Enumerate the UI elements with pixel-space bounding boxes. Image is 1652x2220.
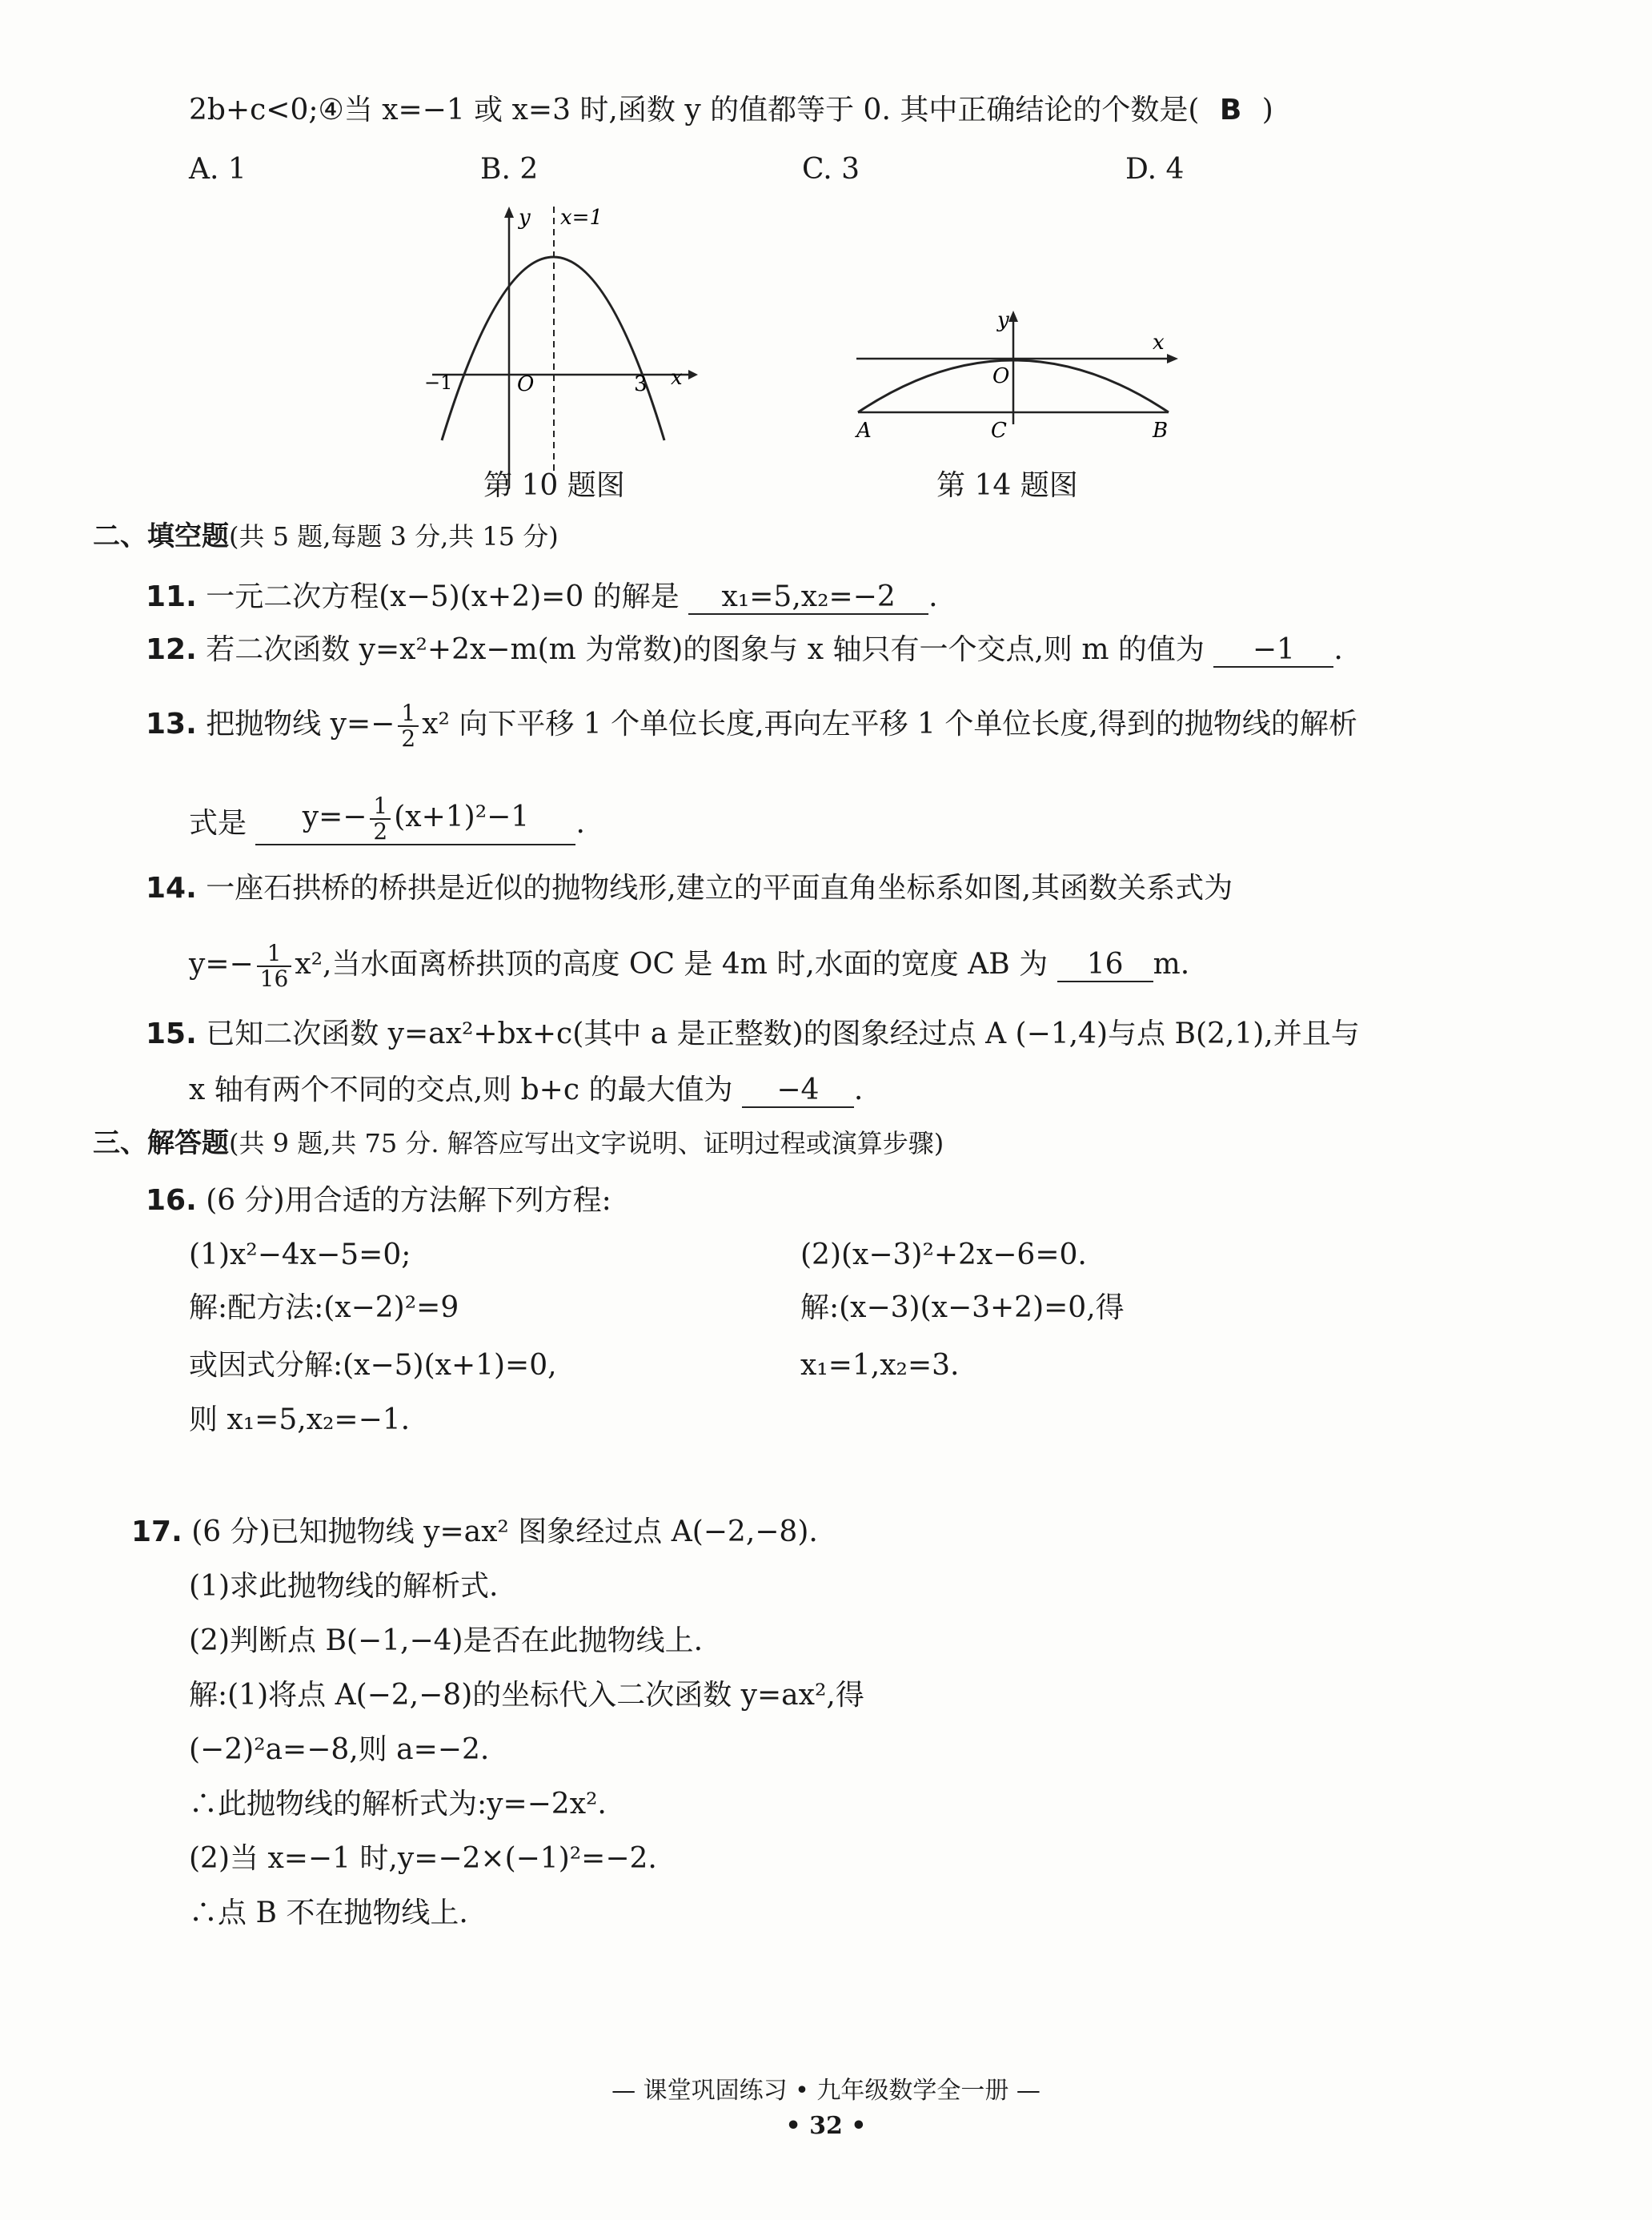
- q17-line: [131, 1515, 818, 1550]
- q16-number: 16.: [146, 1184, 197, 1217]
- q14-answer: 16: [1057, 949, 1153, 982]
- q17-sol-line1: 解:(1)将点 A(−2,−8)的坐标代入二次函数 y=ax²,得: [189, 1679, 864, 1712]
- q11-end: .: [928, 580, 938, 613]
- q13-post: x² 向下平移 1 个单位长度,再向左平移 1 个单位长度,得到的抛物线的解析: [422, 708, 1357, 741]
- q10-option-d: D. 4: [1125, 153, 1185, 186]
- fig14-y-arrow: [1008, 311, 1018, 322]
- q17-sol-line2: (−2)²a=−8,则 a=−2.: [189, 1733, 490, 1766]
- q16-sol2-line2: x₁=1,x₂=3.: [800, 1349, 960, 1382]
- q16-part2: (2)(x−3)²+2x−6=0.: [800, 1238, 1087, 1271]
- q11-answer: x₁=5,x₂=−2: [688, 581, 928, 615]
- q17-text: (6 分)已知抛物线 y=ax² 图象经过点 A(−2,−8).: [191, 1515, 818, 1548]
- q13-line2-text: 式是: [189, 807, 247, 840]
- q17-part1: (1)求此抛物线的解析式.: [189, 1570, 499, 1603]
- section-3-heading: [93, 1126, 944, 1161]
- q10-close: ): [1261, 94, 1273, 126]
- q14-unit: m.: [1153, 948, 1190, 981]
- q16-sol1-line2: 或因式分解:(x−5)(x+1)=0,: [189, 1349, 557, 1382]
- footer-title: — 课堂巩固练习 • 九年级数学全一册 —: [611, 2077, 1041, 2105]
- figure-10: [416, 200, 704, 488]
- q13-frac-den: 2: [401, 725, 416, 752]
- q11-line: [146, 580, 938, 615]
- fig10-y-label: y: [519, 206, 531, 230]
- fig10-x-label: x: [671, 366, 683, 390]
- q13-ans-fraction: [370, 794, 391, 844]
- q13-ans-frac-den: 2: [373, 818, 388, 845]
- section-3-note: (共 9 题,共 75 分. 解答应写出文字说明、证明过程或演算步骤): [229, 1128, 944, 1158]
- fig10-y-arrow: [504, 207, 514, 218]
- q12-number: 12.: [146, 633, 197, 666]
- q14-fraction: [257, 941, 292, 991]
- q13-ans-frac-num: 1: [370, 794, 391, 820]
- fig14-x-label: x: [1153, 331, 1165, 355]
- q17-sol-line3: ∴此抛物线的解析式为:y=−2x².: [189, 1788, 607, 1821]
- fig14-caption: 第 14 题图: [936, 469, 1078, 502]
- q12-end: .: [1333, 633, 1343, 666]
- q17-sol-line5: ∴点 B 不在抛物线上.: [189, 1897, 468, 1929]
- q15-answer: −4: [742, 1074, 854, 1108]
- q13-fraction: [398, 701, 419, 751]
- q14-frac-num: 1: [257, 941, 292, 967]
- q10-answer: B: [1219, 94, 1242, 126]
- fig14-y-label: y: [997, 308, 1009, 332]
- fig10-caption: 第 10 题图: [483, 469, 625, 502]
- fig14-c-label: C: [991, 419, 1007, 443]
- page-number: • 32 •: [785, 2112, 867, 2140]
- q13-line-1: [146, 701, 1357, 751]
- q11-text: 一元二次方程(x−5)(x+2)=0 的解是: [206, 580, 680, 613]
- q16-sol2-line1: 解:(x−3)(x−3+2)=0,得: [800, 1291, 1125, 1324]
- q15-text: 已知二次函数 y=ax²+bx+c(其中 a 是正整数)的图象经过点 A (−1,4)与点 B(2,1),并且与: [206, 1018, 1360, 1050]
- section-2-title: 二、填空题: [93, 520, 229, 552]
- q16-sol1-line3: 则 x₁=5,x₂=−1.: [189, 1403, 411, 1436]
- q13-ans-post: (x+1)²−1: [394, 801, 530, 833]
- q10-option-b: B. 2: [480, 153, 539, 186]
- q14-line-1: [146, 871, 1233, 906]
- q12-answer: −1: [1213, 634, 1333, 668]
- q17-part2: (2)判断点 B(−1,−4)是否在此抛物线上.: [189, 1624, 704, 1657]
- q13-number: 13.: [146, 708, 197, 741]
- q16-line: [146, 1183, 611, 1218]
- q10-tail-line: [189, 93, 1273, 128]
- q13-ans-pre: y=−: [302, 801, 367, 833]
- q12-text: 若二次函数 y=x²+2x−m(m 为常数)的图象与 x 轴只有一个交点,则 m 的值为: [206, 633, 1205, 666]
- fig10-origin-label: O: [517, 372, 535, 396]
- section-3-title: 三、解答题: [93, 1127, 229, 1159]
- q15-number: 15.: [146, 1018, 197, 1050]
- fig14-origin-label: O: [992, 364, 1010, 388]
- fig14-b-label: B: [1153, 419, 1169, 443]
- q15-line2-text: x 轴有两个不同的交点,则 b+c 的最大值为: [189, 1074, 733, 1106]
- q15-line-1: [146, 1017, 1360, 1052]
- q14-pre: y=−: [189, 948, 254, 981]
- q10-option-a: A. 1: [189, 153, 247, 186]
- fig10-neg1-label: −1: [424, 371, 453, 394]
- q13-line-2: [189, 793, 585, 852]
- q11-number: 11.: [146, 580, 197, 613]
- fig10-x-arrow: [688, 370, 698, 379]
- q15-end: .: [853, 1074, 864, 1106]
- fig14-a-label: A: [856, 419, 872, 443]
- section-2-heading: [93, 519, 559, 554]
- fig10-three-label: 3: [634, 372, 648, 396]
- section-2-note: (共 5 题,每题 3 分,共 15 分): [229, 521, 559, 552]
- q14-line-2: [189, 941, 1189, 991]
- q13-end: .: [575, 807, 585, 840]
- q13-pre: 把抛物线 y=−: [206, 708, 395, 741]
- fig10-axis-line-label: x=1: [560, 206, 603, 230]
- q14-post: x²,当水面离桥拱顶的高度 OC 是 4m 时,水面的宽度 AB 为: [295, 948, 1049, 981]
- q12-line: [146, 632, 1343, 668]
- q16-part1: (1)x²−4x−5=0;: [189, 1238, 411, 1271]
- q16-text: (6 分)用合适的方法解下列方程:: [206, 1184, 611, 1217]
- q14-text: 一座石拱桥的桥拱是近似的抛物线形,建立的平面直角坐标系如图,其函数关系式为: [206, 872, 1233, 905]
- q10-option-c: C. 3: [802, 153, 860, 186]
- q17-number: 17.: [131, 1515, 182, 1548]
- q10-tail-text: 2b+c<0;④当 x=−1 或 x=3 时,函数 y 的值都等于 0. 其中正确结论的个数是(: [189, 94, 1200, 126]
- fig14-x-arrow: [1167, 354, 1178, 363]
- q14-number: 14.: [146, 872, 197, 905]
- q13-frac-num: 1: [398, 701, 419, 727]
- figure-14: [848, 304, 1185, 448]
- q13-answer: [255, 794, 575, 845]
- q15-line-2: [189, 1073, 863, 1108]
- q17-sol-line4: (2)当 x=−1 时,y=−2×(−1)²=−2.: [189, 1842, 657, 1875]
- q16-sol1-line1: 解:配方法:(x−2)²=9: [189, 1291, 459, 1324]
- q14-frac-den: 16: [259, 965, 289, 992]
